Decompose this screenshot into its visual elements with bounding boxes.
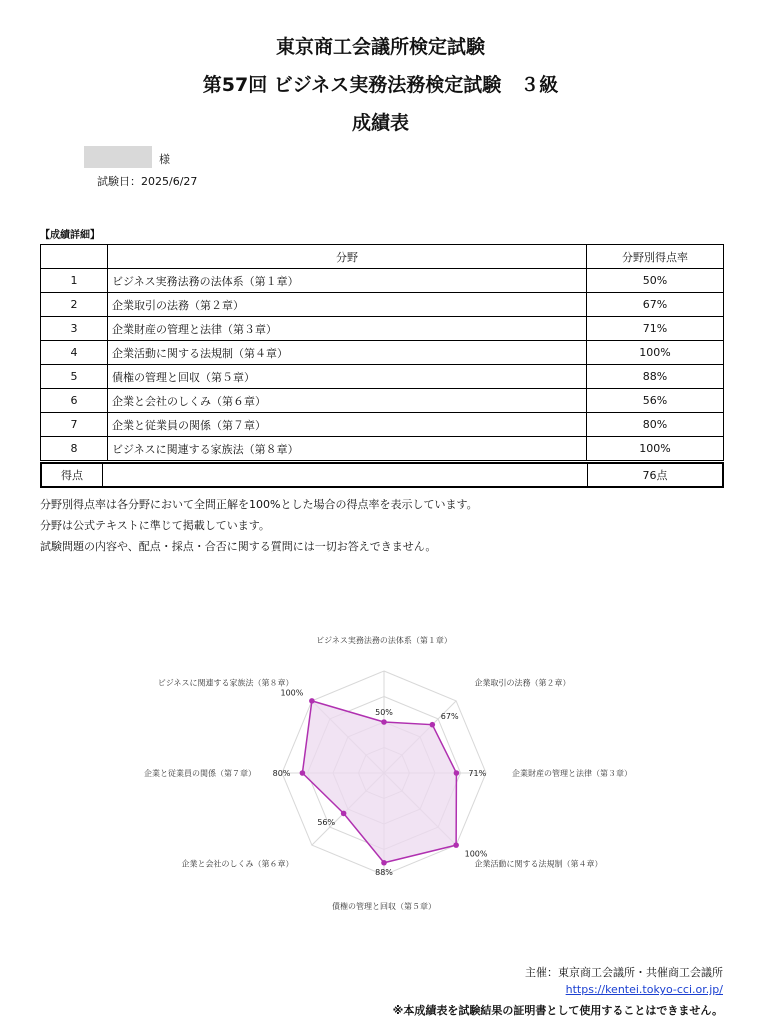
row-field: 債権の管理と回収（第５章） bbox=[108, 365, 587, 389]
redacted-name bbox=[84, 146, 152, 168]
section-label: 【成績詳細】 bbox=[40, 230, 100, 241]
row-rate: 100% bbox=[587, 437, 724, 461]
total-label: 得点 bbox=[42, 464, 103, 486]
row-no: 4 bbox=[41, 341, 108, 365]
radar-axis-label: ビジネス実務法務の法体系（第１章） bbox=[316, 636, 452, 645]
row-field: 企業財産の管理と法律（第３章） bbox=[108, 317, 587, 341]
radar-point bbox=[453, 842, 459, 848]
note-line: 分野は公式テキストに準じて掲載しています。 bbox=[40, 519, 270, 532]
radar-axis-label: ビジネスに関連する家族法（第８章） bbox=[157, 678, 294, 688]
radar-value-label: 100% bbox=[464, 849, 488, 859]
row-no: 6 bbox=[41, 389, 108, 413]
organizer: 主催：東京商工会議所・共催商工会議所 bbox=[525, 966, 723, 979]
table-row bbox=[41, 365, 724, 389]
row-rate: 56% bbox=[587, 389, 724, 413]
table-row bbox=[41, 269, 724, 293]
radar-axis-label: 企業と会社のしくみ（第６章） bbox=[181, 859, 294, 869]
row-no: 1 bbox=[41, 269, 108, 293]
organization-title: 東京商工会議所検定試験 bbox=[275, 36, 485, 58]
radar-axis-label: 企業財産の管理と法律（第３章） bbox=[512, 769, 632, 778]
row-field: ビジネス実務法務の法体系（第１章） bbox=[108, 269, 587, 293]
radar-point bbox=[381, 860, 387, 866]
radar-axis-label: 企業取引の法務（第２章） bbox=[474, 678, 571, 688]
radar-axis-label: 企業活動に関する法規制（第４章） bbox=[474, 859, 603, 869]
exam-title: 第57回 ビジネス実務法務検定試験 ３級 bbox=[202, 74, 559, 96]
table-row bbox=[41, 293, 724, 317]
row-rate: 100% bbox=[587, 341, 724, 365]
radar-axis-label: 債権の管理と回収（第５章） bbox=[332, 902, 436, 911]
total-spacer bbox=[103, 464, 588, 486]
radar-value-label: 71% bbox=[468, 769, 487, 778]
radar-value-label: 88% bbox=[375, 867, 393, 877]
table-row bbox=[41, 317, 724, 341]
row-rate: 50% bbox=[587, 269, 724, 293]
radar-point bbox=[341, 811, 347, 817]
row-no: 5 bbox=[41, 365, 108, 389]
row-rate: 67% bbox=[587, 293, 724, 317]
header-rate: 分野別得点率 bbox=[587, 245, 724, 269]
row-no: 7 bbox=[41, 413, 108, 437]
row-field: 企業と会社のしくみ（第６章） bbox=[108, 389, 587, 413]
exam-date: 試験日：2025/6/27 bbox=[97, 175, 198, 188]
score-table bbox=[40, 244, 724, 461]
row-rate: 80% bbox=[587, 413, 724, 437]
radar-chart bbox=[0, 600, 761, 930]
note-line: 試験問題の内容や、配点・採点・合否に関する質問には一切お答えできません。 bbox=[40, 540, 437, 553]
row-field: ビジネスに関連する家族法（第８章） bbox=[108, 437, 587, 461]
radar-axis-label: 企業と従業員の関係（第７章） bbox=[144, 769, 256, 778]
notes bbox=[40, 494, 478, 557]
header-no bbox=[41, 245, 108, 269]
disclaimer: ※本成績表を試験結果の証明書として使用することはできません。 bbox=[392, 1004, 723, 1017]
radar-value-label: 56% bbox=[317, 817, 336, 827]
radar-value-label: 100% bbox=[280, 688, 304, 698]
row-field: 企業と従業員の関係（第７章） bbox=[108, 413, 587, 437]
row-field: 企業活動に関する法規制（第４章） bbox=[108, 341, 587, 365]
total-value: 76点 bbox=[642, 469, 668, 482]
radar-series bbox=[300, 698, 460, 865]
table-row bbox=[41, 413, 724, 437]
header-field: 分野 bbox=[108, 245, 587, 269]
radar-point bbox=[430, 722, 436, 728]
radar-point bbox=[454, 770, 460, 776]
note-line: 分野別得点率は各分野において全問正解を100%とした場合の得点率を表示しています。 bbox=[40, 498, 478, 511]
table-row bbox=[41, 341, 724, 365]
radar-value-label: 80% bbox=[272, 769, 291, 778]
radar-point bbox=[309, 698, 315, 704]
row-no: 2 bbox=[41, 293, 108, 317]
radar-point bbox=[300, 770, 306, 776]
row-no: 8 bbox=[41, 437, 108, 461]
row-rate: 88% bbox=[587, 365, 724, 389]
row-rate: 71% bbox=[587, 317, 724, 341]
total-row bbox=[40, 462, 724, 488]
row-field: 企業取引の法務（第２章） bbox=[108, 293, 587, 317]
radar-value-label: 50% bbox=[375, 708, 393, 717]
row-no: 3 bbox=[41, 317, 108, 341]
honorific: 様 bbox=[159, 153, 170, 166]
official-url-link[interactable]: https://kentei.tokyo-cci.or.jp/ bbox=[565, 983, 723, 996]
radar-value-label: 67% bbox=[440, 712, 459, 722]
table-header-row bbox=[41, 245, 724, 269]
table-row bbox=[41, 389, 724, 413]
radar-point bbox=[381, 719, 387, 725]
table-row bbox=[41, 437, 724, 461]
document-title: 成績表 bbox=[351, 112, 409, 134]
